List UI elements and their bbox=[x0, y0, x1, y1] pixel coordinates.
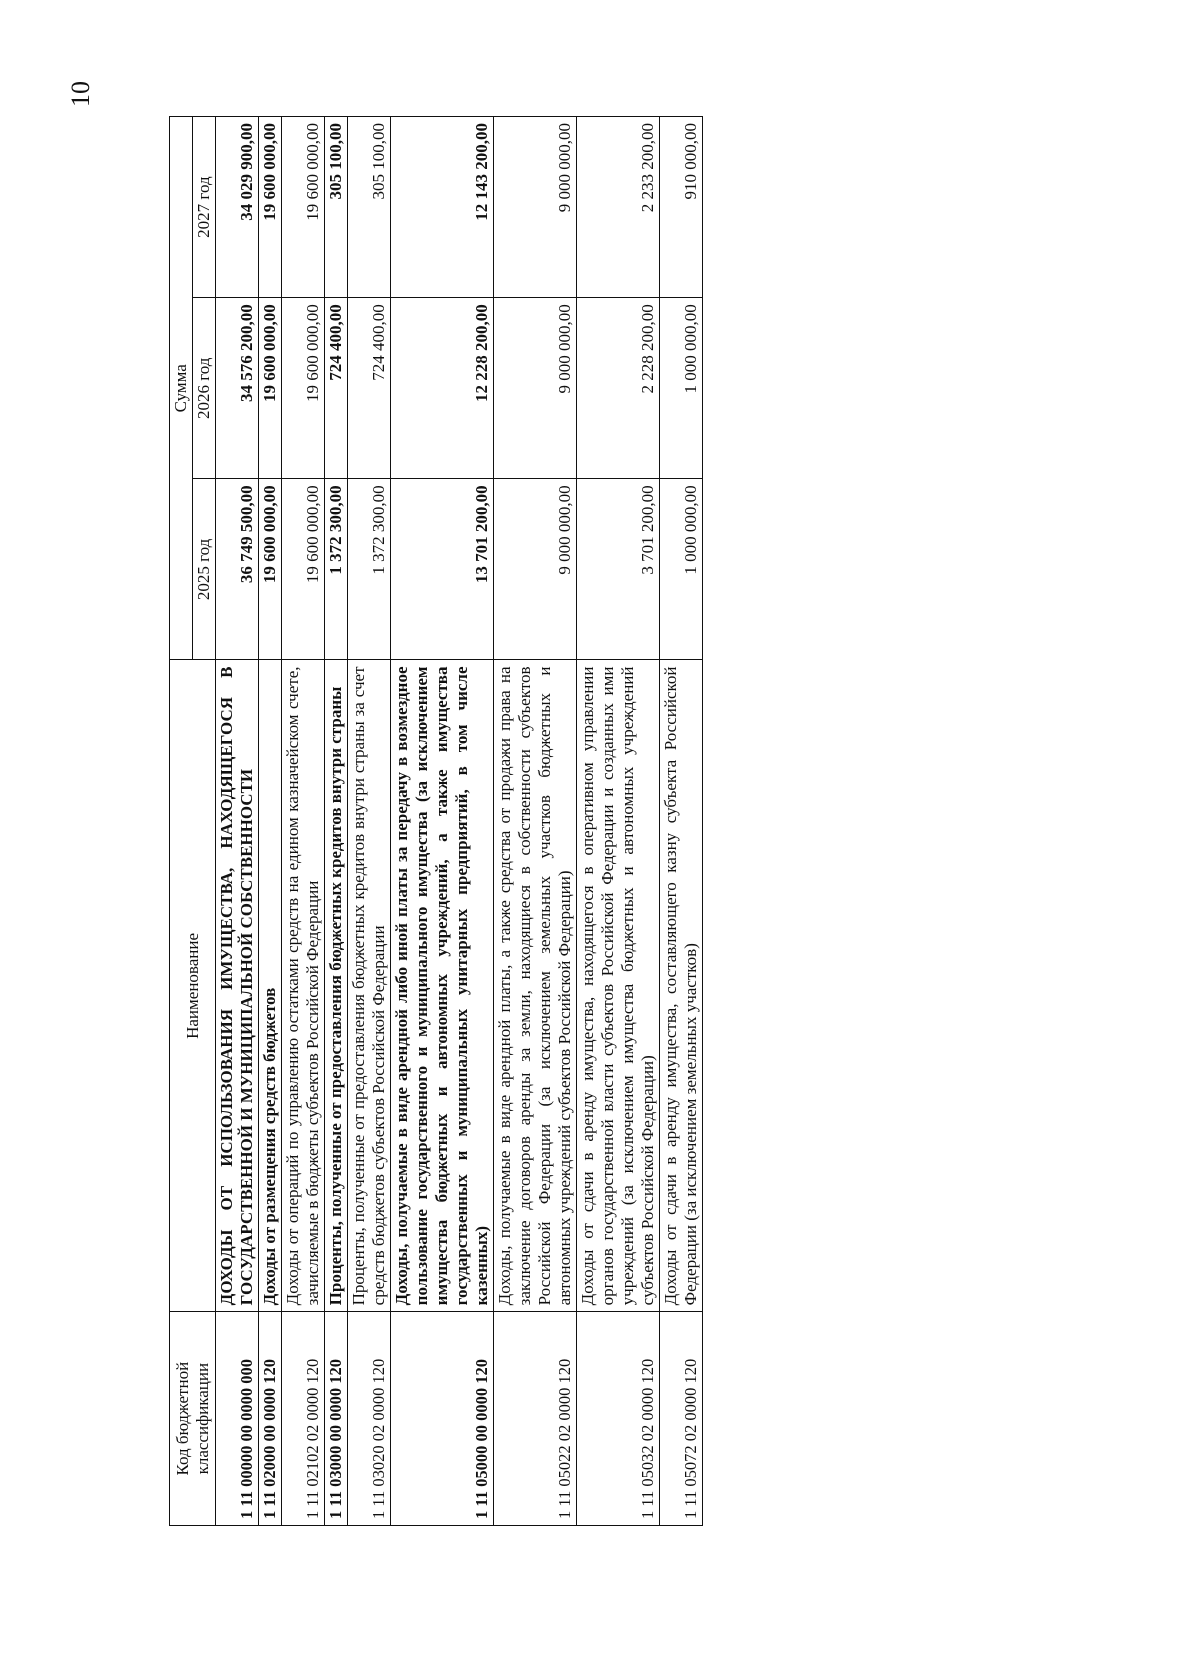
row-sum-2025: 19 600 000,00 bbox=[282, 479, 325, 660]
row-code: 1 11 00000 00 0000 000 bbox=[216, 1312, 259, 1526]
row-sum-2027: 19 600 000,00 bbox=[259, 117, 282, 298]
row-sum-2026: 19 600 000,00 bbox=[259, 298, 282, 479]
row-code: 1 11 02102 02 0000 120 bbox=[282, 1312, 325, 1526]
row-sum-2027: 910 000,00 bbox=[660, 117, 703, 298]
table-row bbox=[282, 117, 325, 1526]
row-sum-2025: 1 372 300,00 bbox=[325, 479, 348, 660]
row-name: Доходы от сдачи в аренду имущества, находящегося в оперативном управлении органов государственной власти субъектов Российской Федерации и созданных ими учреждений (за исключением имущества бюджетных и автономных учреждений субъектов Российской Федерации) bbox=[577, 660, 660, 1312]
row-sum-2026: 9 000 000,00 bbox=[494, 298, 577, 479]
table-row bbox=[259, 117, 282, 1526]
revenue-table bbox=[169, 116, 703, 1526]
row-sum-2026: 724 400,00 bbox=[325, 298, 348, 479]
table-row bbox=[325, 117, 348, 1526]
row-sum-2027: 34 029 900,00 bbox=[216, 117, 259, 298]
row-code: 1 11 03020 02 0000 120 bbox=[348, 1312, 391, 1526]
row-name: Проценты, полученные от предоставления бюджетных кредитов внутри страны bbox=[325, 660, 348, 1312]
row-code: 1 11 02000 00 0000 120 bbox=[259, 1312, 282, 1526]
row-code: 1 11 05022 02 0000 120 bbox=[494, 1312, 577, 1526]
row-sum-2026: 12 228 200,00 bbox=[391, 298, 494, 479]
row-sum-2026: 1 000 000,00 bbox=[660, 298, 703, 479]
row-name: Доходы от размещения средств бюджетов bbox=[259, 660, 282, 1312]
row-name: Доходы от операций по управлению остатками средств на едином казначейском счете, зачисляемые в бюджеты субъектов Российской Федерации bbox=[282, 660, 325, 1312]
row-sum-2025: 13 701 200,00 bbox=[391, 479, 494, 660]
header-year-2025: 2025 год bbox=[193, 479, 216, 660]
row-sum-2025: 19 600 000,00 bbox=[259, 479, 282, 660]
row-sum-2026: 19 600 000,00 bbox=[282, 298, 325, 479]
row-name: ДОХОДЫ ОТ ИСПОЛЬЗОВАНИЯ ИМУЩЕСТВА, НАХОДЯЩЕГОСЯ В ГОСУДАРСТВЕННОЙ И МУНИЦИПАЛЬНОЙ СОБСТВЕННОСТИ bbox=[216, 660, 259, 1312]
revenue-table-container bbox=[169, 116, 1081, 1526]
header-name: Наименование bbox=[170, 660, 216, 1312]
row-sum-2025: 36 749 500,00 bbox=[216, 479, 259, 660]
row-code: 1 11 05000 00 0000 120 bbox=[391, 1312, 494, 1526]
table-row bbox=[216, 117, 259, 1526]
row-name: Доходы от сдачи в аренду имущества, составляющего казну субъекта Российской Федерации (за исключением земельных участков) bbox=[660, 660, 703, 1312]
row-sum-2025: 1 000 000,00 bbox=[660, 479, 703, 660]
table-row bbox=[348, 117, 391, 1526]
row-sum-2025: 9 000 000,00 bbox=[494, 479, 577, 660]
header-year-2027: 2027 год bbox=[193, 117, 216, 298]
row-name: Доходы, получаемые в виде арендной либо иной платы за передачу в возмездное пользование государственного и муниципального имущества (за исключением имущества бюджетных и автономных учреждений, а также имущества государственных и муниципальных унитарных предприятий, в том числе казенных) bbox=[391, 660, 494, 1312]
row-sum-2027: 12 143 200,00 bbox=[391, 117, 494, 298]
row-sum-2025: 3 701 200,00 bbox=[577, 479, 660, 660]
row-code: 1 11 03000 00 0000 120 bbox=[325, 1312, 348, 1526]
header-sum: Сумма bbox=[170, 117, 193, 661]
page-number: 10 bbox=[66, 81, 95, 107]
row-sum-2026: 34 576 200,00 bbox=[216, 298, 259, 479]
row-sum-2027: 9 000 000,00 bbox=[494, 117, 577, 298]
table-row bbox=[660, 117, 703, 1526]
row-sum-2027: 2 233 200,00 bbox=[577, 117, 660, 298]
header-row bbox=[170, 117, 193, 1526]
row-sum-2027: 305 100,00 bbox=[348, 117, 391, 298]
row-sum-2026: 2 228 200,00 bbox=[577, 298, 660, 479]
row-sum-2027: 305 100,00 bbox=[325, 117, 348, 298]
row-code: 1 11 05072 02 0000 120 bbox=[660, 1312, 703, 1526]
header-year-2026: 2026 год bbox=[193, 298, 216, 479]
row-sum-2025: 1 372 300,00 bbox=[348, 479, 391, 660]
table-row bbox=[494, 117, 577, 1526]
table-row bbox=[577, 117, 660, 1526]
row-sum-2027: 19 600 000,00 bbox=[282, 117, 325, 298]
row-name: Доходы, получаемые в виде арендной платы, а также средства от продажи права на заключение договоров аренды за земли, находящиеся в собственности субъектов Российской Федерации (за исключением земельных участков бюджетных и автономных учреждений субъектов Российской Федерации) bbox=[494, 660, 577, 1312]
row-code: 1 11 05032 02 0000 120 bbox=[577, 1312, 660, 1526]
header-code: Код бюджетной классификации bbox=[170, 1312, 216, 1526]
table-row bbox=[391, 117, 494, 1526]
row-name: Проценты, полученные от предоставления бюджетных кредитов внутри страны за счет средств бюджетов субъектов Российской Федерации bbox=[348, 660, 391, 1312]
row-sum-2026: 724 400,00 bbox=[348, 298, 391, 479]
